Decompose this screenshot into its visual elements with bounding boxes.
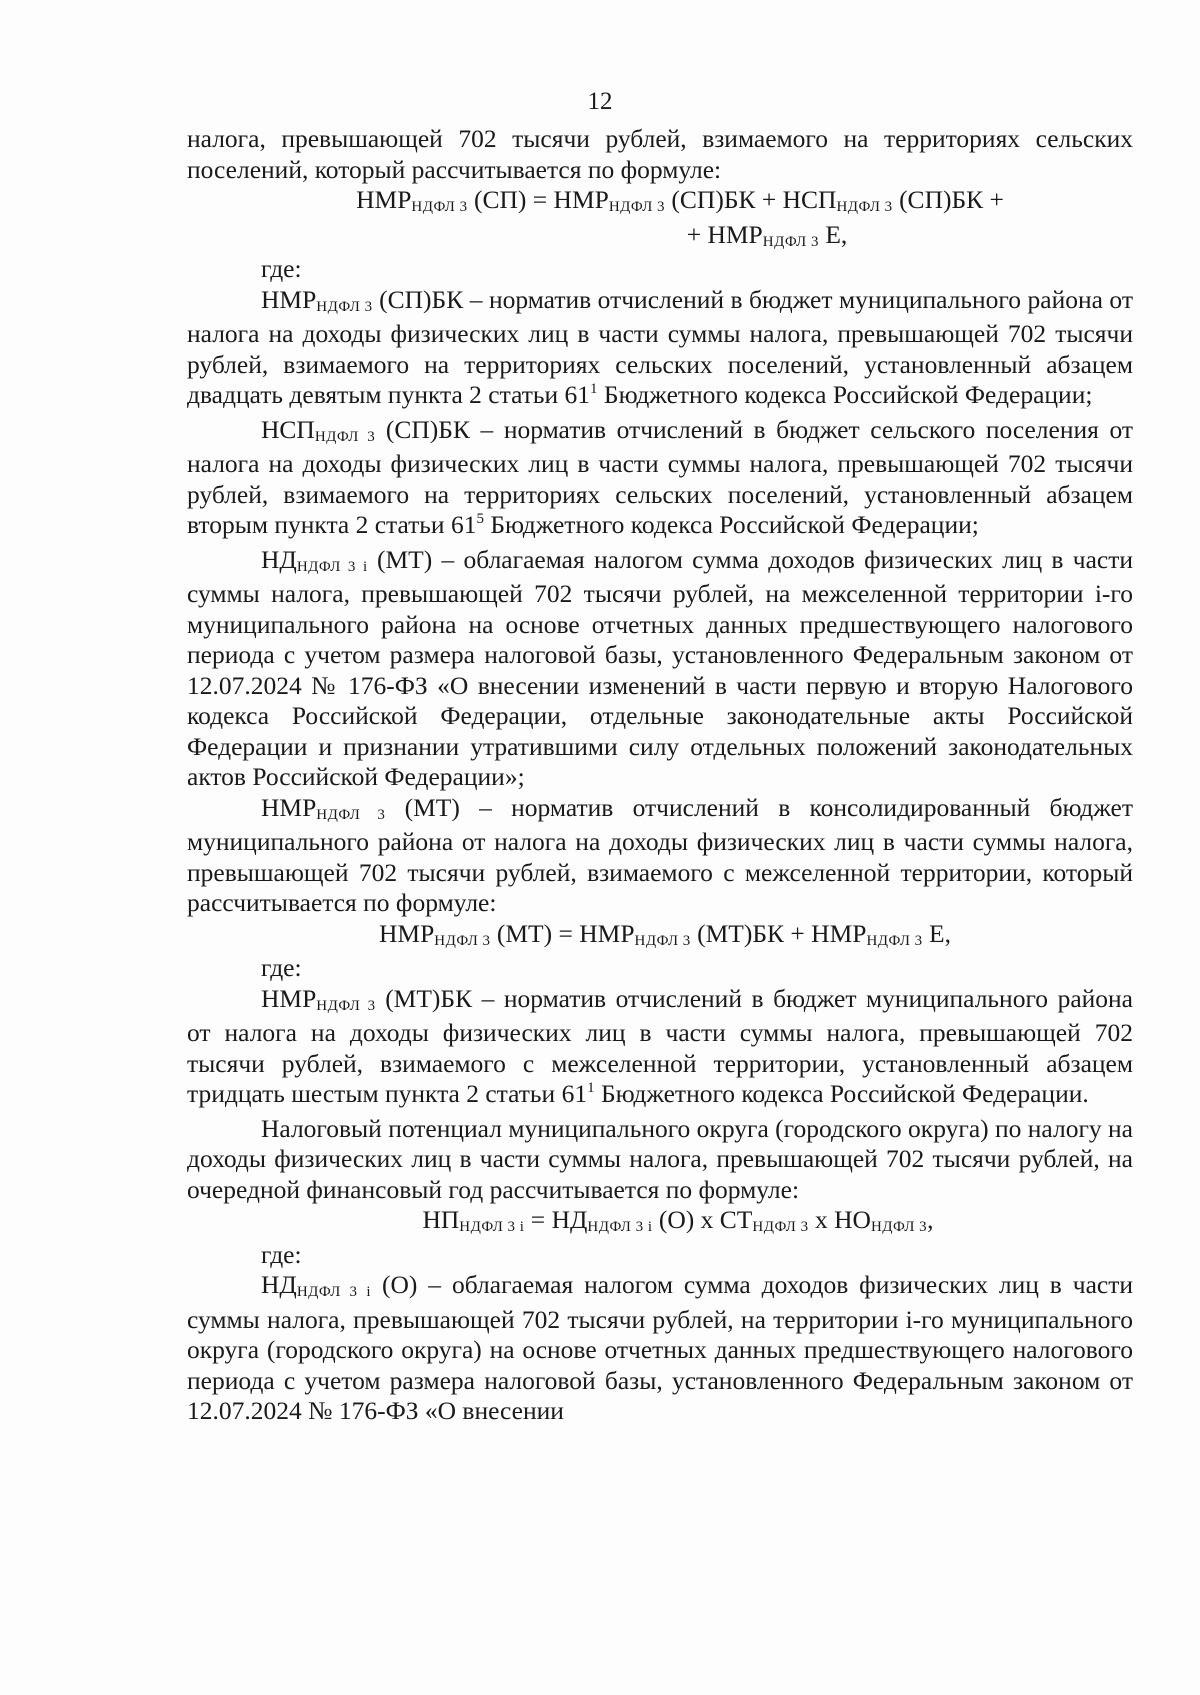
document-body xyxy=(187,124,1133,1427)
page-number: 12 xyxy=(587,88,613,115)
definition-nd-mt: НДНДФЛ 3 i (МТ) – облагаемая налогом сумма доходов физических лиц в части суммы налога, превышающей 702 тысячи рублей, на межселенной территории i-го муниципального района на основе отчетных данных предшествующего налогового периода с учетом размера налоговой базы, установленного Федеральным законом от 12.07.2024 № 176-ФЗ «О внесении изменений в части первую и вторую Налогового кодекса Российской Федерации, отдельные законодательные акты Российской Федерации и признании утратившими силу отдельных положений законодательных актов Российской Федерации»; xyxy=(187,544,1133,791)
definition-nmr-mt: НМРНДФЛ 3 (МТ) – норматив отчислений в консолидированный бюджет муниципального района от налога на доходы физических лиц в части суммы налога, превышающей 702 тысячи рублей, взимаемого с межселенной территории, который рассчитывается по формуле: xyxy=(187,792,1133,917)
where-label-3: где: xyxy=(261,1239,302,1269)
where-label-2: где: xyxy=(261,953,302,982)
formula-np: НПНДФЛ 3 i = НДНДФЛ 3 i (О) x СТНДФЛ 3 x НОНДФЛ 3, xyxy=(422,1205,934,1235)
definition-nd-o: НДНДФЛ 3 i (О) – облагаемая налогом сумма доходов физических лиц в части суммы налога, превышающей 702 тысячи рублей, на территории i-го муниципального округа (городского округа) на основе отчетных данных предшествующего налогового периода с учетом размера налоговой базы, установленного Федеральным законом от 12.07.2024 № 176-ФЗ «О внесении xyxy=(187,1270,1134,1425)
formula-nmr-sp-line2: + НМРНДФЛ 3 Е, xyxy=(686,219,848,250)
paragraph-tax-potential: Налоговый потенциал муниципального округа (городского округа) по налогу на доходы физических лиц в части суммы налога, превышающей 702 тысячи рублей, на очередной финансовый год рассчитывается по формуле: xyxy=(187,1113,1133,1204)
paragraph-intro: налога, превышающей 702 тысячи рублей, взимаемого на территориях сельских поселений, который рассчитывается по формуле: xyxy=(187,124,1133,184)
where-label-1: где: xyxy=(261,254,302,283)
definition-nmr-spbk: НМРНДФЛ 3 (СП)БК – норматив отчислений в бюджет муниципального района от налога на доходы физических лиц в части суммы налога, превышающей 702 тысячи рублей, взимаемого на территориях сельских поселений, установленный абзацем двадцать девятым пункта 2 статьи $61^1$ Бюджетного кодекса Российской Федерации; xyxy=(187,284,1133,409)
formula-nmr-sp-line1: НМРНДФЛ 3 (СП) = НМРНДФЛ 3 (СП)БК + НСПНДФЛ 3 (СП)БК + xyxy=(356,185,1004,215)
definition-nmr-mtbk: НМРНДФЛ 3 (МТ)БК – норматив отчислений в бюджет муниципального района от налога на доходы физических лиц в части суммы налога, превышающей 702 тысячи рублей, взимаемого с межселенной территории, установленный абзацем тридцать шестым пункта 2 статьи $61^1$ Бюджетного кодекса Российской Федерации. xyxy=(187,983,1133,1108)
definition-nsp-spbk: НСПНДФЛ 3 (СП)БК – норматив отчислений в бюджет сельского поселения от налога на доходы физических лиц в части суммы налога, превышающей 702 тысячи рублей, взимаемого на территориях сельских поселений, установленный абзацем вторым пункта 2 статьи $61^5$ Бюджетного кодекса Российской Федерации; xyxy=(187,414,1134,539)
formula-nmr-mt: НМРНДФЛ 3 (МТ) = НМРНДФЛ 3 (МТ)БК + НМРНДФЛ 3 Е, xyxy=(379,918,951,949)
